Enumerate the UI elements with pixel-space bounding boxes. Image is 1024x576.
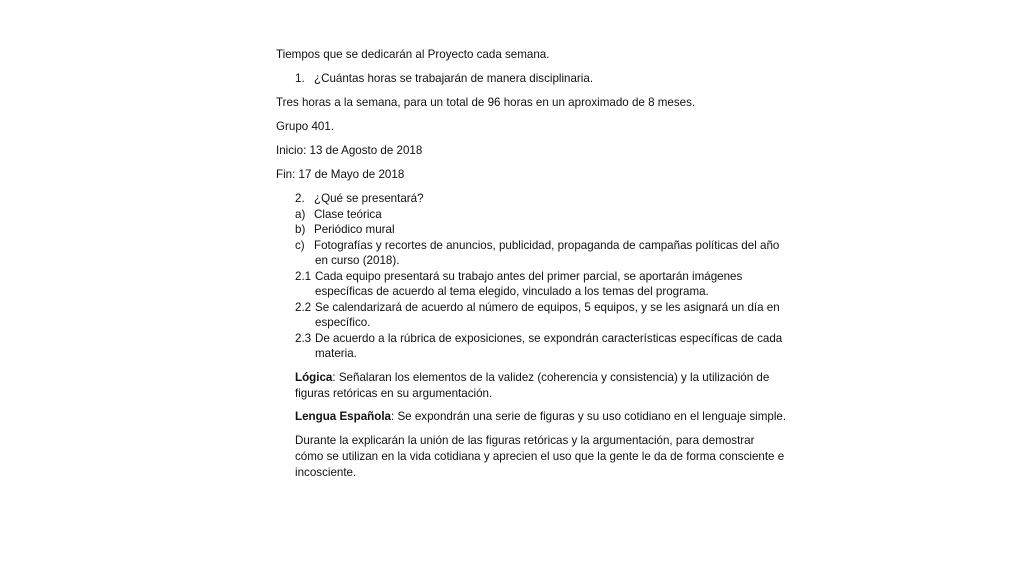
durante-paragraph-line: incosciente. bbox=[295, 466, 357, 479]
lengua-label: Lengua Española bbox=[295, 410, 391, 423]
list-item-text-continued: en curso (2018). bbox=[315, 254, 400, 267]
list-item-marker: 2.3 bbox=[295, 332, 312, 345]
list-item-marker: b) bbox=[295, 223, 306, 236]
logica-text-continued: figuras retóricas en su argumentación. bbox=[295, 387, 493, 400]
question-1-number: 1. bbox=[295, 72, 305, 85]
question-2-number: 2. bbox=[295, 192, 305, 205]
question-1-text: ¿Cuántas horas se trabajarán de manera disciplinaria. bbox=[314, 72, 594, 85]
durante-paragraph-line: Durante la explicarán la unión de las figuras retóricas y la argumentación, para demostrar bbox=[295, 434, 755, 447]
start-date: Inicio: 13 de Agosto de 2018 bbox=[276, 144, 423, 157]
end-date: Fin: 17 de Mayo de 2018 bbox=[276, 168, 405, 181]
list-item-text: Se calendarizará de acuerdo al número de equipos, 5 equipos, y se les asignará un día en bbox=[315, 301, 780, 314]
list-item-marker: a) bbox=[295, 208, 306, 221]
group-text: Grupo 401. bbox=[276, 120, 335, 133]
lengua-paragraph bbox=[295, 409, 786, 425]
doc-title: Tiempos que se dedicarán al Proyecto cada semana. bbox=[276, 48, 550, 61]
list-item-text: Fotografías y recortes de anuncios, publicidad, propaganda de campañas políticas del año bbox=[314, 239, 780, 252]
list-item-text: Cada equipo presentará su trabajo antes del primer parcial, se aportarán imágenes bbox=[315, 270, 743, 283]
durante-paragraph-line: cómo se utilizan en la vida cotidiana y aprecien el uso que la gente le da de forma consciente e bbox=[295, 450, 785, 463]
lengua-text: : Se expondrán una serie de figuras y su uso cotidiano en el lenguaje simple. bbox=[391, 410, 787, 423]
list-item-marker: 2.2 bbox=[295, 301, 312, 314]
list-item-marker: 2.1 bbox=[295, 270, 312, 283]
logica-paragraph bbox=[295, 370, 769, 386]
hours-paragraph: Tres horas a la semana, para un total de 96 horas en un aproximado de 8 meses. bbox=[276, 96, 696, 109]
question-2-text: ¿Qué se presentará? bbox=[314, 192, 424, 205]
logica-label: Lógica bbox=[295, 371, 333, 384]
list-item-text-continued: específicas de acuerdo al tema elegido, vinculado a los temas del programa. bbox=[315, 285, 709, 298]
list-item-text-continued: específico. bbox=[315, 316, 371, 329]
list-item-marker: c) bbox=[295, 239, 305, 252]
list-item-text: Clase teórica bbox=[314, 208, 382, 221]
list-item-text: De acuerdo a la rúbrica de exposiciones, se expondrán características específicas de cada bbox=[315, 332, 783, 345]
list-item-text: Periódico mural bbox=[314, 223, 395, 236]
logica-text: : Señalaran los elementos de la validez (coherencia y consistencia) y la utilización de bbox=[332, 371, 770, 384]
list-item-text-continued: materia. bbox=[315, 347, 357, 360]
